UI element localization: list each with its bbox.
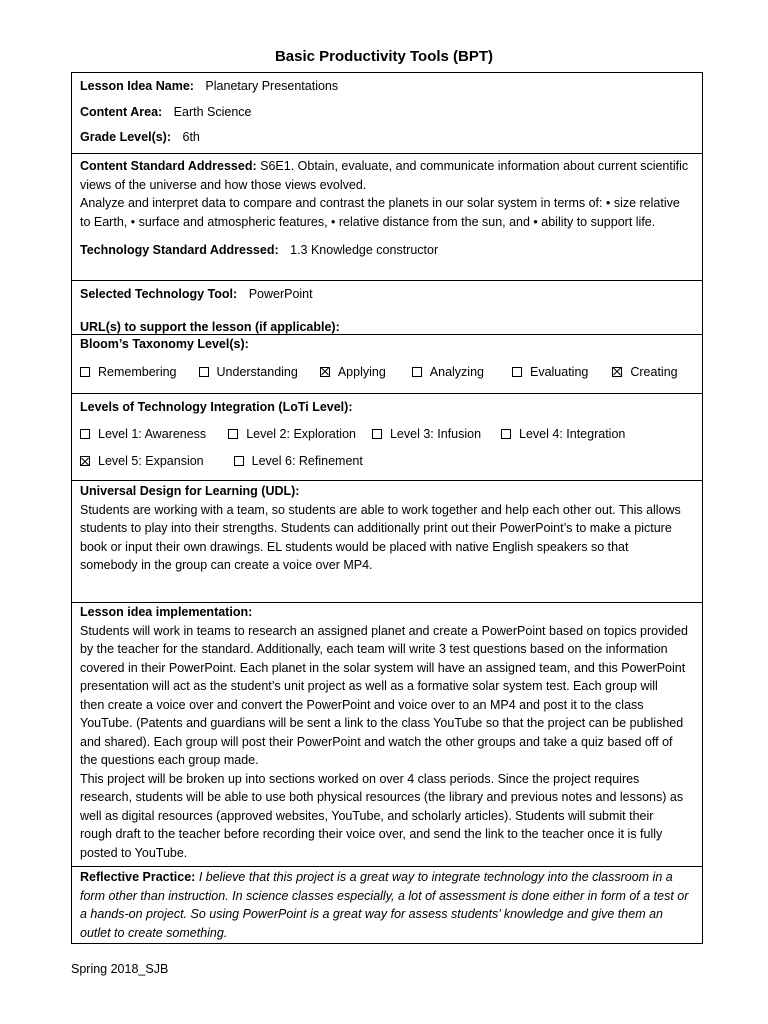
content-area-label: Content Area: [80,104,163,119]
checked-checkbox-icon[interactable] [80,456,90,466]
technology-tool-label: Selected Technology Tool: [80,287,238,301]
checkbox-icon[interactable] [228,429,238,439]
reflective-practice-section [72,867,702,943]
checkbox-icon[interactable] [199,367,209,377]
loti-level-3[interactable] [372,425,481,444]
blooms-evaluating[interactable] [512,363,588,382]
loti-level-4[interactable] [501,425,625,444]
implementation-line: research, students will be able to use both physical resources (the library and previous notes and lessons) as [80,790,684,804]
implementation-line: by the teacher for the standard. Additionally, each team will write 3 test questions based on the information [80,642,668,656]
technology-tool-value: PowerPoint [248,287,313,301]
udl-label: Universal Design for Learning (UDL): [80,484,300,498]
reflective-line: I believe that this project is a great way to integrate technology into the classroom in a [198,870,673,884]
loti-checkbox-group-row-2 [80,452,694,471]
blooms-label: Bloom’s Taxonomy Level(s): [80,337,249,351]
blooms-analyzing[interactable] [412,363,484,382]
content-standard-line-2: views of the universe and how those views evolved. [80,177,367,192]
checkbox-label: Level 3: Infusion [389,426,482,441]
implementation-line: presentation will act as the student’s unit project as well as a formative solar system test. Each group will [80,679,658,693]
blooms-checkbox-group [80,363,694,382]
implementation-line: Students will work in teams to research an assigned planet and create a PowerPoint based on topics provided [80,623,688,638]
content-standard [80,157,694,176]
checkbox-icon[interactable] [80,367,90,377]
blooms-creating[interactable] [612,363,677,382]
content-standard-line-1: S6E1. Obtain, evaluate, and communicate information about current scientific [260,159,689,173]
lesson-idea-label: Lesson Idea Name: [80,79,194,93]
implementation-line: This project will be broken up into sections worked on over 4 class periods. Since the project requires [80,771,640,786]
technology-standard-label: Technology Standard Addressed: [80,243,279,257]
reflective-line: outlet to create something. [80,925,228,940]
technology-standard-value: 1.3 Knowledge constructor [290,243,439,257]
technology-tool-row [80,285,694,304]
checked-checkbox-icon[interactable] [612,367,622,377]
checkbox-label: Level 4: Integration [519,426,626,441]
standards-section [72,154,702,281]
implementation-line: well as digital resources (approved websites, YouTube, and scholarly articles). Students will submit their [80,808,654,823]
reflective-first-line [80,868,694,887]
loti-level-1[interactable] [80,425,206,444]
grade-level-value: 6th [182,130,200,144]
implementation-section [72,603,702,867]
reflective-label: Reflective Practice: [80,870,196,884]
checkbox-label: Applying [337,364,386,379]
grade-level-label: Grade Level(s): [80,130,172,144]
udl-line: book or input their own drawings. EL students would be placed with native English speakers so that [80,539,629,554]
checkbox-label: Understanding [216,364,298,379]
checkbox-icon[interactable] [501,429,511,439]
implementation-line: and shared). Each group will post their PowerPoint and watch the other groups and take a quiz based off of [80,734,673,749]
technology-tool-section [72,281,702,335]
udl-line: somebody in the group can create a voice over MP4. [80,558,373,572]
checkbox-label: Level 5: Expansion [98,454,204,468]
page-footer: Spring 2018_SJB [71,962,169,976]
loti-checkbox-group-row-1 [80,425,694,444]
technology-standard [80,241,694,260]
blooms-remembering[interactable] [80,363,177,382]
lesson-idea-value: Planetary Presentations [205,79,339,93]
implementation-line: then create a voice over and convert the PowerPoint and voice over to an MP4 and post it to the class [80,697,644,712]
checkbox-label: Analyzing [429,364,484,379]
udl-section [72,481,702,603]
checkbox-label: Level 1: Awareness [98,426,207,441]
checked-checkbox-icon[interactable] [320,367,330,377]
implementation-line: the questions each group made. [80,753,259,767]
implementation-line: covered in their PowerPoint. Each planet in the solar system will have an assigned team, and this PowerPoint [80,660,686,675]
implementation-line: posted to YouTube. [80,845,188,860]
content-standard-label: Content Standard Addressed: [80,159,257,173]
checkbox-label: Creating [630,364,678,379]
reflective-line: form other than instruction. In science classes especially, a lot of assessment is done either in form of a test or [80,888,689,903]
content-area-row [80,103,694,122]
loti-level-5[interactable] [80,452,204,471]
document-title: Basic Productivity Tools (BPT) [274,48,494,65]
checkbox-label: Remembering [98,364,177,379]
implementation-label: Lesson idea implementation: [80,605,253,619]
loti-level-6[interactable] [234,452,363,471]
grade-level-row [80,128,694,147]
checkbox-icon[interactable] [80,429,90,439]
loti-label: Levels of Technology Integration (LoTi Level): [80,400,353,414]
checkbox-icon[interactable] [234,456,244,466]
content-standard-line-4: to Earth, • surface and atmospheric features, • relative distance from the sun, and • ability to support life. [80,214,656,229]
checkbox-label: Evaluating [529,364,589,379]
udl-line: Students are working with a team, so students are able to work together and help each other out. This allows [80,502,681,517]
udl-line: students to play into their strengths. Students can additionally print out their PowerPoint’s to make a picture [80,521,672,535]
content-area-value: Earth Science [173,104,252,119]
blooms-applying[interactable] [320,363,386,382]
blooms-understanding[interactable] [199,363,298,382]
implementation-line: rough draft to the teacher before recording their voice over, and send the link to the teacher once it is fully [80,827,663,841]
blooms-section [72,335,702,394]
reflective-line: a hands-on project. So using PowerPoint is a great way for assess students’ knowledge and give them an [80,907,663,921]
lesson-info-section [72,73,702,154]
checkbox-icon[interactable] [512,367,522,377]
loti-section [72,394,702,481]
implementation-line: YouTube. (Patents and guardians will be sent a link to the class YouTube so that the project can be published [80,716,684,730]
lesson-idea-row [80,77,694,96]
checkbox-icon[interactable] [412,367,422,377]
content-standard-line-3: Analyze and interpret data to compare and contrast the planets in our solar system in terms of: • size relative [80,196,680,210]
lesson-plan-table [71,72,703,944]
checkbox-icon[interactable] [372,429,382,439]
loti-level-2[interactable] [228,425,356,444]
checkbox-label: Level 2: Exploration [246,426,356,441]
checkbox-label: Level 6: Refinement [251,454,363,468]
url-label: URL(s) to support the lesson (if applicable): [80,319,340,334]
